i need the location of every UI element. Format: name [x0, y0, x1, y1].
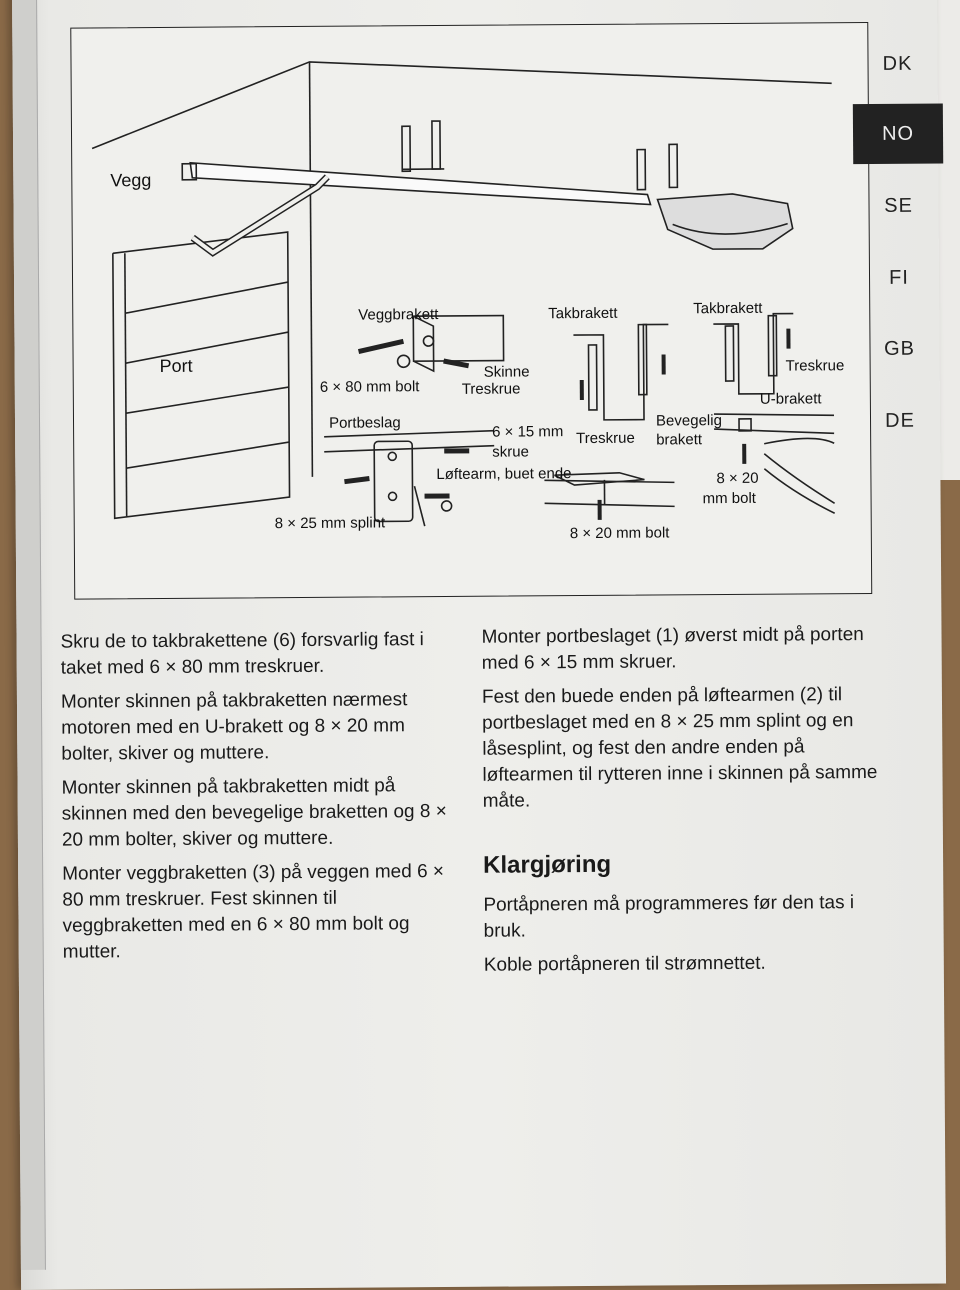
- paragraph: Portåpneren må programmeres før den tas i bruk.: [483, 890, 878, 945]
- label-skrue-6x15: 6 × 15 mm: [492, 423, 563, 441]
- label-skinne: Skinne: [484, 363, 530, 381]
- tab-se[interactable]: SE: [853, 176, 943, 237]
- tab-no[interactable]: NO: [853, 104, 943, 165]
- tab-de[interactable]: DE: [855, 390, 945, 451]
- label-takbrakett-2: Takbrakett: [693, 300, 762, 318]
- label-portbeslag: Portbeslag: [329, 414, 401, 432]
- label-treskrue-wall: Treskrue: [462, 380, 521, 398]
- label-takbrakett-1: Takbrakett: [548, 305, 617, 323]
- installation-diagram: [70, 22, 872, 600]
- label-bolt-6x80: 6 × 80 mm bolt: [320, 378, 420, 396]
- label-bolt-8x20-mid: 8 × 20 mm bolt: [570, 524, 670, 542]
- tab-dk[interactable]: DK: [852, 34, 942, 95]
- paragraph: Monter skinnen på takbraketten nærmest motoren med en U-brakett og 8 × 20 mm bolter, skiver og muttere.: [61, 687, 462, 768]
- label-vegg: Vegg: [110, 170, 151, 191]
- label-bevegelig: Bevegelig: [656, 412, 722, 430]
- paragraph: Monter veggbraketten (3) på veggen med 6 × 80 mm treskruer. Fest skinnen til veggbraketten med en 6 × 80 mm bolt og mutter.: [62, 859, 463, 966]
- manual-page: [12, 0, 946, 1290]
- right-column: [481, 622, 879, 987]
- label-skrue: skrue: [492, 443, 529, 461]
- section-heading: Klargjøring: [483, 850, 878, 879]
- label-bolt-8x20-a: 8 × 20: [716, 470, 758, 488]
- paragraph: Fest den buede enden på løftearmen (2) til portbeslaget med en 8 × 25 mm splint og en låsesplint, og fest den andre enden på løftearmen til rytteren inne i skinnen på samme måte.: [482, 682, 878, 815]
- label-port: Port: [160, 356, 193, 377]
- left-column: [60, 627, 462, 974]
- label-loftearm: Løftearm, buet ende: [436, 465, 571, 483]
- label-brakett: brakett: [656, 431, 702, 449]
- binding-edge: [12, 0, 46, 1270]
- paragraph: Koble portåpneren til strømnettet.: [484, 950, 879, 979]
- label-treskrue-right: Treskrue: [786, 357, 845, 375]
- label-bolt-8x20-b: mm bolt: [703, 490, 756, 508]
- label-splint-8x25: 8 × 25 mm splint: [275, 514, 386, 532]
- paragraph: Monter skinnen på takbraketten midt på skinnen med den bevegelige braketten og 8 × 20 mm bolter, skiver og muttere.: [61, 773, 462, 854]
- tab-gb[interactable]: GB: [854, 318, 944, 379]
- language-tabs: [852, 34, 942, 35]
- paragraph: Skru de to takbrakettene (6) forsvarlig fast i taket med 6 × 80 mm treskruer.: [60, 627, 460, 682]
- paragraph: Monter portbeslaget (1) øverst midt på porten med 6 × 15 mm skruer.: [481, 622, 876, 677]
- tab-fi[interactable]: FI: [854, 248, 944, 309]
- label-u-brakett: U-brakett: [760, 390, 822, 408]
- label-veggbrakett: Veggbrakett: [358, 306, 438, 324]
- label-treskrue-mid: Treskrue: [576, 430, 635, 448]
